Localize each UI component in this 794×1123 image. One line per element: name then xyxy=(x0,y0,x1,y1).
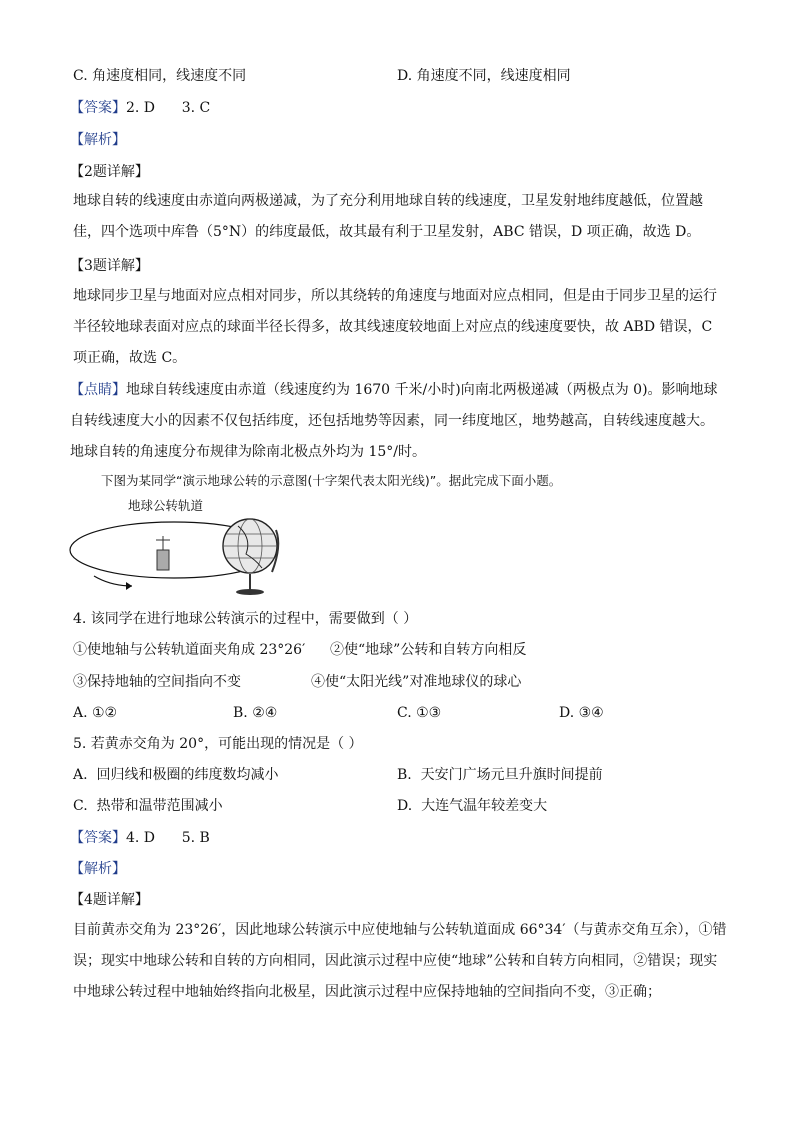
q4-option-a: A. ①② xyxy=(73,705,118,721)
answer-tag-2: 【答案】 xyxy=(70,830,126,846)
q4-option-d: D. ③④ xyxy=(559,705,604,721)
q4-option-b: B. ②④ xyxy=(233,705,278,721)
answer-line-1 xyxy=(70,98,210,118)
detail-2-title: 【2题详解】 xyxy=(70,164,149,180)
tips-text: 地球自转线速度由赤道（线速度约为 1670 千米/小时)向南北两极递减（两极点为 0)。影响地球自转线速度大小的因素不仅包括纬度，还包括地势等因素，同一纬度地区，地势越高，自转线速度越大。地球自转的角速度分布规律为除南北极点外均为 15°/时。 xyxy=(70,382,718,460)
answer-text: 2. D 3. C xyxy=(126,100,211,116)
analysis-label-2: 解析 xyxy=(84,861,112,877)
detail-3-title: 【3题详解】 xyxy=(70,258,149,274)
q4-statement-4: ④使“太阳光线”对准地球仪的球心 xyxy=(311,674,522,690)
revolution-figure xyxy=(66,494,296,606)
detail-2-text: 地球自转的线速度由赤道向两极递减，为了充分利用地球自转的线速度，卫星发射地纬度越低，位置越佳，四个选项中库鲁（5°N）的纬度最低，故其最有利于卫星发射，ABC 错误，D 项正确，故选 D。 xyxy=(73,193,703,240)
q4-statement-1: ①使地轴与公转轨道面夹角成 23°26′ xyxy=(73,642,306,658)
option-c: C. 角速度相同，线速度不同 xyxy=(73,68,247,84)
q4-option-c: C. ①③ xyxy=(397,705,442,721)
figure-intro: 下图为某同学“演示地球公转的示意图(十字架代表太阳光线)”。据此完成下面小题。 xyxy=(101,473,562,488)
detail-4-title: 【4题详解】 xyxy=(70,892,149,908)
option-d: D. 角速度不同，线速度相同 xyxy=(397,68,571,84)
analysis-heading-1: 【解析】 xyxy=(70,132,126,148)
detail-3-text: 地球同步卫星与地面对应点相对同步，所以其绕转的角速度与地面对应点相同，但是由于同步卫星的运行半径较地球表面对应点的球面半径长得多，故其线速度较地面上对应点的线速度要快，故 ABD 错误，C 项正确，故选 C。 xyxy=(73,288,717,366)
revolution-diagram xyxy=(66,494,296,606)
tips-paragraph xyxy=(70,375,725,468)
q4-statement-3: ③保持地轴的空间指向不变 xyxy=(73,674,241,690)
figure-label: 地球公转轨道 xyxy=(128,498,204,513)
answer-tag: 【答案】 xyxy=(70,100,126,116)
detail-4-text: 目前黄赤交角为 23°26′，因此地球公转演示中应使地轴与公转轨道面成 66°34′（与黄赤交角互余），①错误；现实中地球公转和自转的方向相同，因此演示过程中应使“地球”公转和自转方向相同，②错误；现实中地球公转过程中地轴始终指向北极星，因此演示过程中应保持地轴的空间指向不变，③正确； xyxy=(73,922,727,1000)
analysis-label: 解析 xyxy=(84,132,112,148)
analysis-heading-2: 【解析】 xyxy=(70,861,126,877)
globe-icon xyxy=(223,519,278,595)
q5-option-b: B. 天安门广场元旦升旗时间提前 xyxy=(397,767,603,783)
tips-tag: 【点睛】 xyxy=(70,382,126,398)
q5-stem: 5. 若黄赤交角为 20°，可能出现的情况是（ ） xyxy=(73,736,363,752)
orbit-arrow-head xyxy=(126,582,132,590)
q4-stem: 4. 该同学在进行地球公转演示的过程中，需要做到（ ） xyxy=(73,611,418,627)
answer-text-2: 4. D 5. B xyxy=(126,830,210,846)
q5-option-d: D. 大连气温年较差变大 xyxy=(397,798,548,814)
q5-option-c: C. 热带和温带范围减小 xyxy=(73,798,223,814)
answer-line-2 xyxy=(70,828,210,848)
sun-light-cross-icon xyxy=(156,536,170,570)
q4-statement-2: ②使“地球”公转和自转方向相反 xyxy=(330,642,527,658)
q5-option-a: A. 回归线和极圈的纬度数均减小 xyxy=(73,767,279,783)
